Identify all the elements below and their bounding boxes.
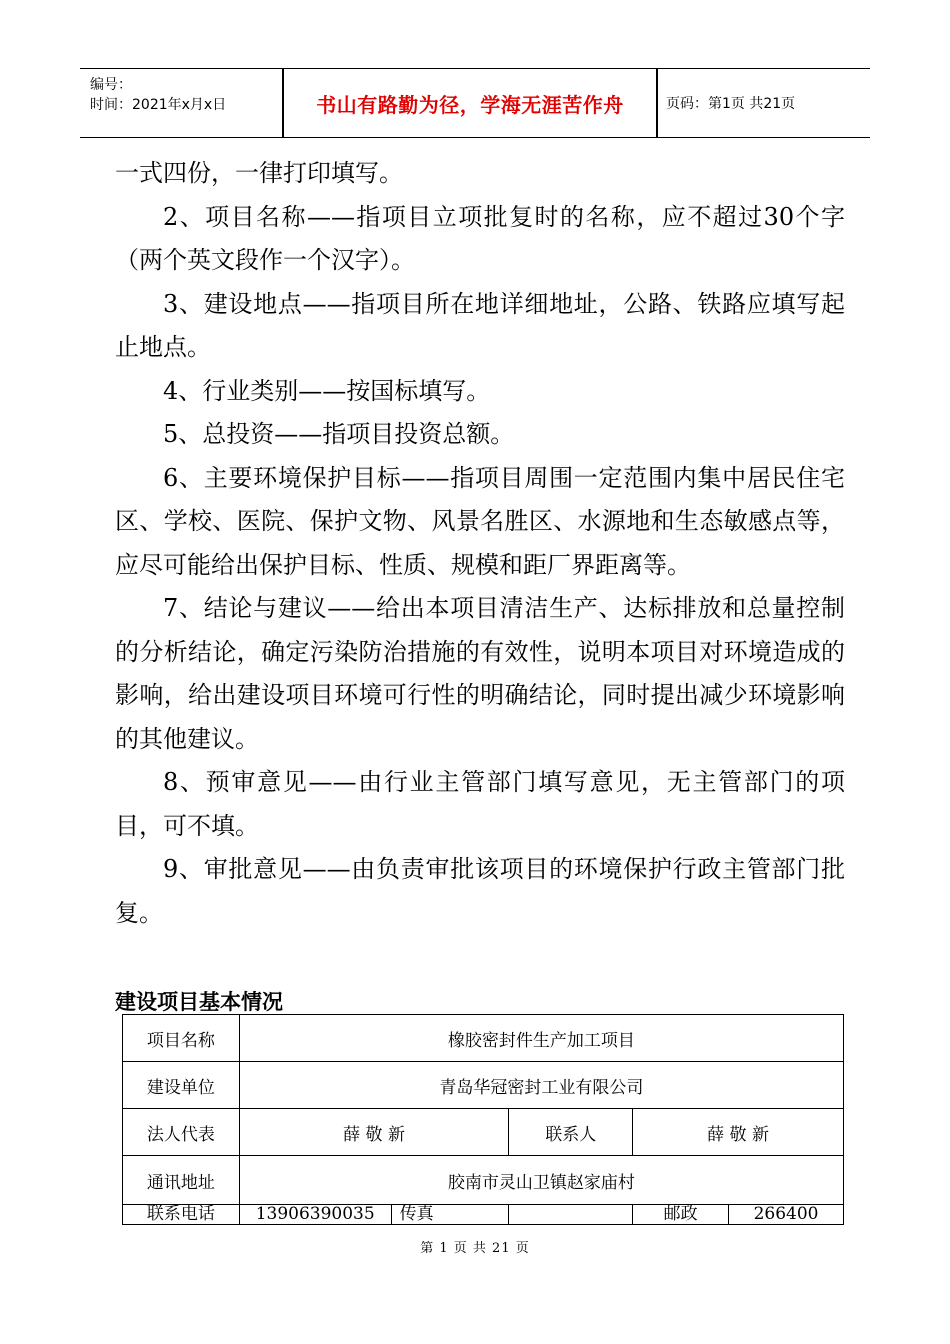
address-label: 通讯地址 <box>123 1156 240 1205</box>
address-value: 胶南市灵山卫镇赵家庙村 <box>239 1156 843 1205</box>
phone-label: 联系电话 <box>123 1205 240 1225</box>
postcode-value: 266400 <box>753 1204 819 1224</box>
table-row <box>123 1109 844 1156</box>
page-header <box>80 68 870 138</box>
project-name-label: 项目名称 <box>123 1015 240 1062</box>
postcode-label: 邮政 <box>633 1205 729 1224</box>
page-footer: 第 1 页 共 21 页 <box>420 1241 530 1256</box>
paragraph: 3、建设地点——指项目所在地详细地址，公路、铁路应填写起止地点。 <box>115 289 845 361</box>
table-row <box>123 1156 844 1205</box>
fax-label: 传真 <box>391 1205 509 1225</box>
project-info-table <box>122 1014 844 1225</box>
instructions-body <box>115 152 845 935</box>
table-row <box>123 1205 844 1225</box>
paragraph: 一式四份，一律打印填写。 <box>115 159 403 187</box>
header-motto: 书山有路勤为径，学海无涯苦作舟 <box>316 92 624 117</box>
contact-value: 薛 敬 新 <box>633 1109 844 1156</box>
section-title: 建设项目基本情况 <box>115 990 283 1014</box>
project-name-value: 橡胶密封件生产加工项目 <box>239 1015 843 1062</box>
phone-value: 13906390035 <box>239 1205 391 1225</box>
legal-rep-value: 薛 敬 新 <box>239 1109 509 1156</box>
fax-value <box>509 1205 633 1225</box>
table-row <box>123 1015 844 1062</box>
paragraph: 6、主要环境保护目标——指项目周围一定范围内集中居民住宅区、学校、医院、保护文物、风景名胜区、水源地和生态敏感点等，应尽可能给出保护目标、性质、规模和距厂界距离等。 <box>115 463 845 579</box>
paragraph: 7、结论与建议——给出本项目清洁生产、达标排放和总量控制的分析结论，确定污染防治措施的有效性，说明本项目对环境造成的影响，给出建设项目环境可行性的明确结论，同时提出减少环境影响的其他建议。 <box>115 594 845 753</box>
paragraph: 2、项目名称——指项目立项批复时的名称，应不超过30个字（两个英文段作一个汉字）。 <box>115 202 845 274</box>
unit-value: 青岛华冠密封工业有限公司 <box>239 1062 843 1109</box>
header-meta <box>90 75 226 115</box>
header-time: 时间：2021年x月x日 <box>90 97 227 113</box>
contact-label: 联系人 <box>509 1109 633 1156</box>
header-divider <box>656 69 658 137</box>
header-page-info: 页码：第1页 共21页 <box>666 96 796 112</box>
paragraph: 4、行业类别——按国标填写。 <box>163 376 491 405</box>
header-code: 编号： <box>90 77 132 93</box>
table-row <box>123 1062 844 1109</box>
legal-rep-label: 法人代表 <box>123 1109 240 1156</box>
paragraph: 5、总投资——指项目投资总额。 <box>163 420 515 448</box>
paragraph: 9、审批意见——由负责审批该项目的环境保护行政主管部门批复。 <box>115 855 845 927</box>
unit-label: 建设单位 <box>123 1062 240 1109</box>
paragraph: 8、预审意见——由行业主管部门填写意见，无主管部门的项目，可不填。 <box>115 768 845 840</box>
